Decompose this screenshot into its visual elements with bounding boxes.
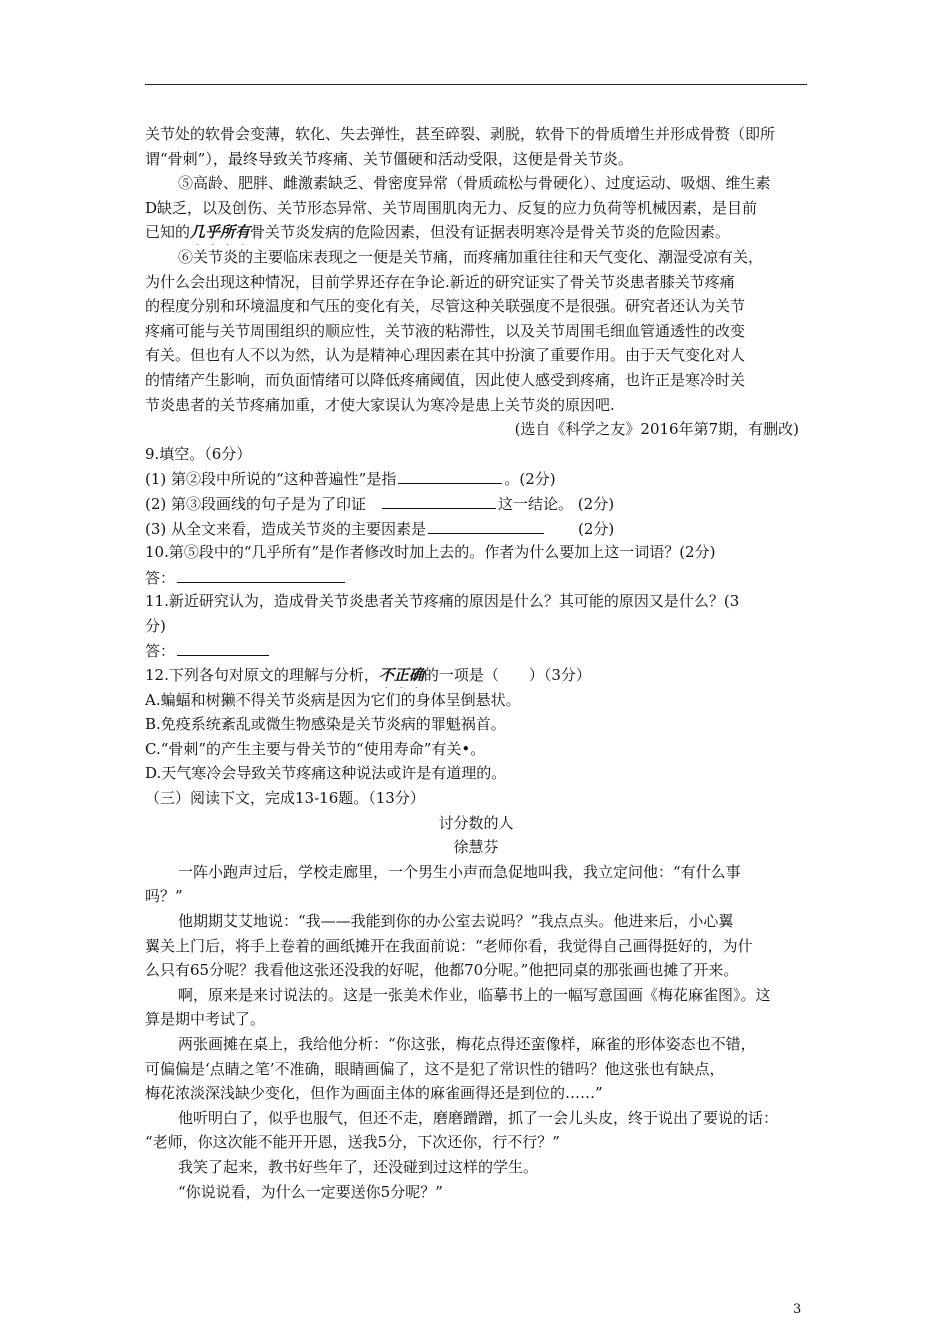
question-text: (2) 第③段画线的句子是为了印证 [145,494,367,513]
answer-blank[interactable] [177,565,345,583]
story-author: 徐慧芬 [453,838,499,857]
question-9-1 [145,466,807,491]
answer-blank[interactable] [177,638,269,656]
emphasized-phrase: 几乎所有 [190,223,251,242]
question-text: 12.下列各句对原文的理解与分析， [145,666,379,685]
paragraph-line: 两张画摊在桌上，我给他分析：“你这张，梅花点得还蛮像样，麻雀的形体姿态也不错， [178,1034,756,1053]
paragraph-line: 的程度分别和环境温度和气压的变化有关，尽管这种关联强度不是很强。研究者还认为关节 [145,297,746,316]
paragraph-line: 谓“骨刺”），最终导致关节疼痛、关节僵硬和活动受限，这便是骨关节炎。 [145,149,633,168]
paragraph-line: 的情绪产生影响，而负面情绪可以降低疼痛阈值，因此使人感受到疼痛，也许正是寒冷时关 [145,370,746,389]
question-text: (3) 从全文来看，造成关节炎的主要因素是 [145,519,427,538]
section-heading: （三）阅读下文，完成13-16题。（13分） [145,789,425,808]
paragraph-line: 他期期艾艾地说：“我——我能到你的办公室去说吗？”我点点头。他进来后，小心翼 [178,912,734,930]
question-11: 11.新近研究认为，造成骨关节炎患者关节疼痛的原因是什么？其可能的原因又是什么？(3 [145,592,740,611]
question-12 [145,663,807,688]
question-text: 这一结论。 (2分) [498,494,615,513]
question-10-answer [145,565,807,590]
paragraph-line: 梅花浓淡深浅缺少变化，但作为画面主体的麻雀画得还是到位的……” [145,1084,603,1103]
question-9-3 [145,516,807,541]
paragraph-line: ⑤高龄、肥胖、雌激素缺乏、骨密度异常（骨质疏松与骨硬化）、过度运动、吸烟、维生素 [178,174,771,193]
option-b[interactable]: B.免疫系统紊乱或微生物感染是关节炎病的罪魁祸首。 [145,715,506,734]
paragraph-line: 翼关上门后，将手上卷着的画纸摊开在我面前说：“老师你看，我觉得自己画得挺好的，为什 [145,936,753,955]
paragraph-line [145,220,807,245]
question-11-answer [145,638,807,663]
question-text: 。(2分) [504,470,556,489]
page-number: 3 [793,1302,802,1317]
option-a[interactable]: A.蝙蝠和树獭不得关节炎病是因为它们的身体呈倒悬状。 [145,690,521,709]
option-d[interactable]: D.天气寒冷会导致关节疼痛这种说法或许是有道理的。 [145,764,507,783]
paragraph-line: 一阵小跑声过后，学校走廊里，一个男生小声而急促地叫我，我立定问他：“有什么事 [178,862,741,881]
question-text: (1) 第②段中所说的“这种普遍性”是指 [145,470,397,489]
answer-label: 答： [145,642,176,661]
paragraph-line: 节炎患者的关节疼痛加重，才使大家误认为寒冷是患上关节炎的原因吧. [145,395,615,414]
paragraph-line: 我笑了起来，教书好些年了，还没碰到过这样的学生。 [178,1157,539,1176]
option-c[interactable]: C.“骨刺”的产生主要与骨关节的“使用寿命”有关•。 [145,739,486,758]
paragraph-line: “你说说看，为什么一定要送你5分呢？” [178,1182,443,1201]
answer-blank[interactable] [398,466,502,484]
text-span: 已知的 [145,223,191,242]
answer-blank[interactable] [428,516,544,534]
question-11-cont: 分) [145,616,166,635]
text-span: 骨关节炎发病的危险因素，但没有证据表明寒冷是骨关节炎的危险因素。 [250,223,731,242]
question-10: 10.第⑤段中的“几乎所有”是作者修改时加上去的。作者为什么要加上这一词语？(2分) [145,543,716,562]
paragraph-line: 关节处的软骨会变薄，软化、失去弹性，甚至碎裂、剥脱，软骨下的骨质增生并形成骨赘（即所 [145,125,776,143]
story-title: 讨分数的人 [438,813,514,832]
paragraph-line: 有关。但也有人不以为然，认为是精神心理因素在其中扮演了重要作用。由于天气变化对人 [145,346,746,365]
question-text: 的一项是（ ）（3分） [423,666,591,685]
paragraph-line: 他听明白了，似乎也服气，但还不走，磨磨蹭蹭，抓了一会儿头皮，终于说出了要说的话： [178,1108,779,1127]
paragraph-line: 啊，原来是来讨说法的。这是一张美术作业，临摹书上的一幅写意国画《梅花麻雀图》。这 [178,985,771,1004]
paragraph-line: 为什么会出现这种情况，目前学界还存在争论.新近的研究证实了骨关节炎患者膝关节疼痛 [145,272,735,291]
answer-blank[interactable] [382,491,496,509]
paragraph-line: 吗？” [145,887,183,906]
paragraph-line: “老师，你这次能不能开开恩，送我5分，下次还你，行不行？” [145,1133,560,1152]
paragraph-line: D缺乏，以及创伤、关节形态异常、关节周围肌肉无力、反复的应力负荷等机械因素，是目前 [145,198,758,217]
paragraph-line: 疼痛可能与关节周围组织的顺应性，关节液的粘滞性，以及关节周围毛细血管通透性的改变 [145,321,746,340]
source-citation: (选自《科学之友》2016年第7期，有删改) [514,420,799,439]
paragraph-line: 算是期中考试了。 [145,1010,266,1029]
paragraph-line: ⑥关节炎的主要临床表现之一便是关节痛，而疼痛加重往往和天气变化、潮湿受凉有关， [178,247,764,266]
question-text: (2分) [578,519,615,538]
question-9-2 [145,491,807,516]
paragraph-line: 么只有65分呢？我看他这张还没我的好呢，他都70分呢。”他把同桌的那张画也摊了开来。 [145,961,739,980]
question-9-title: 9.填空。（6分） [145,444,252,463]
header-rule [145,84,807,85]
answer-label: 答： [145,568,176,587]
page-content [145,122,807,1204]
emphasized-phrase: 不正确 [378,666,424,685]
paragraph-line: 可偏偏是‘点睛之笔’不准确，眼睛画偏了，这不是犯了常识性的错吗？他这张也有缺点， [145,1059,725,1078]
